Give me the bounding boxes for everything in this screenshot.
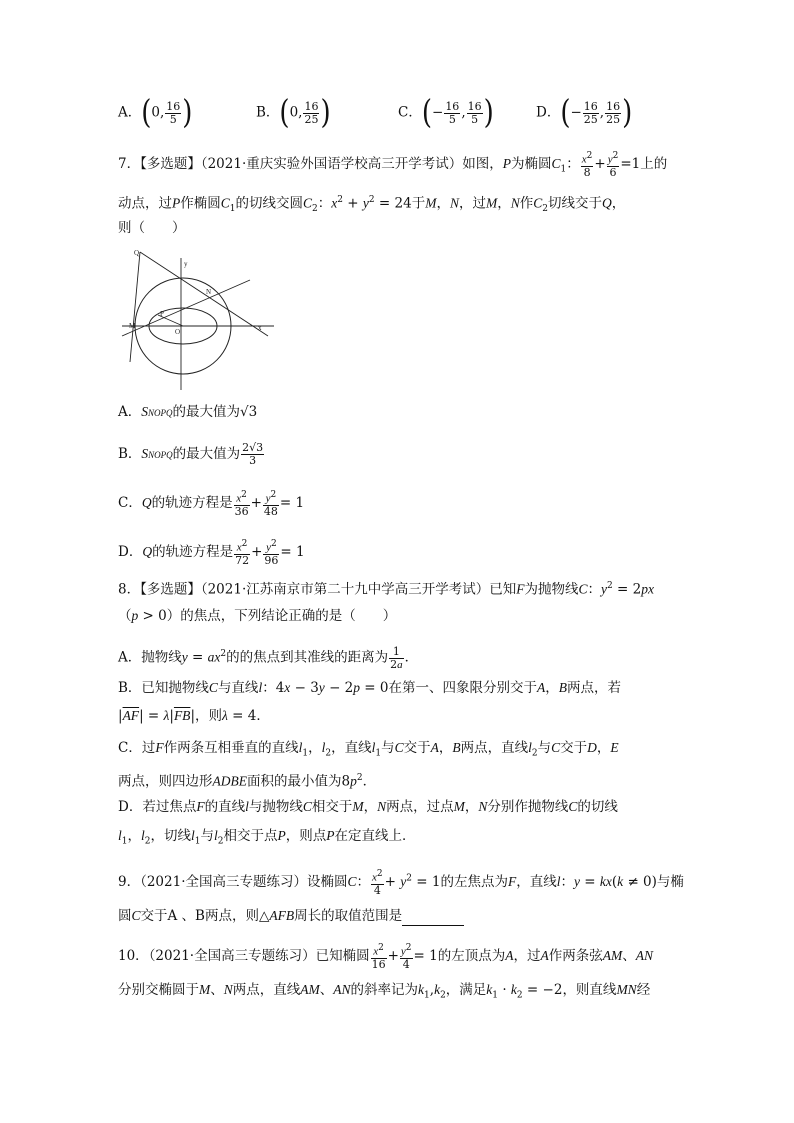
q7-figure — [118, 244, 278, 392]
q7-option-b[interactable]: B．SNOPQ的最大值为 $\frac{2√3}{3}$ — [118, 441, 264, 467]
q8-stem-line1: 8．【多选题】（2021·江苏南京市第二十九中学高三开学考试）已知F为抛物线C：$y^2 = 2px$ — [118, 581, 654, 598]
q8-option-d-line2: $l_1$，$l_2$，切线$l_1$与$l_2$相交于点P，则点P在定直线上． — [118, 828, 416, 847]
q10-stem-line2: 分别交椭圆于M、N两点，直线AM、AN的斜率记为$k_1,k_2$，满足$k_1 \cdot k_2 = -2$，则直线MN经 — [118, 982, 651, 1001]
q7-stem-line3: 则（ ） — [118, 220, 186, 236]
q6-option-b[interactable]: B．(0, $\frac{16}{25}$ ) — [256, 94, 331, 132]
q7-option-c[interactable]: C．Q的轨迹方程是 $\frac{x^2}{36}$ + $\frac{y^2}{48}$ = 1 — [118, 490, 305, 518]
q6-option-c[interactable]: C．(− $\frac{16}{5}$ , $\frac{16}{5}$ ) — [398, 94, 494, 132]
q8-stem-line2: （p > 0）的焦点，下列结论正确的是（ ） — [118, 608, 397, 624]
q9-stem-line2: 圆C交于A 、B两点，则△AFB周长的取值范围是 — [118, 906, 464, 926]
q8-option-d-line1[interactable]: D．若过焦点F的直线l与抛物线C相交于M，N两点，过点M，N分别作抛物线C的切线 — [118, 799, 618, 815]
q10-stem-line1: 10．（2021·全国高三专题练习）已知椭圆 $\frac{x^2}{16}$ + $\frac{y^2}{4}$ = 1的左顶点为A，过A作两条弦AM、AN — [118, 943, 653, 971]
figure-label-p: P — [160, 310, 164, 318]
q7-stem-line1: 7．【多选题】（2021·重庆实验外国语学校高三开学考试）如图，P为椭圆$C_1$： $\frac{x^2}{8}$ + $\frac{y^2}{6}$ =1上的 — [118, 151, 668, 179]
q8-option-c-line1[interactable]: C．过F作两条互相垂直的直线$l_1$，$l_2$，直线$l_1$与C交于A，B两点，直线$l_2$与C交于D，E — [118, 740, 619, 759]
q7-stem-line2: 动点，过P作椭圆$C_1$的切线交圆$C_2$：$x^2 + y^2 = 24$于M，N，过M，N作$C_2$切线交于Q， — [118, 195, 626, 215]
figure-label-x: x — [258, 324, 262, 332]
q8-option-b-line2: $|\overline{AF}| = \lambda|\overline{FB}|$，则λ = 4． — [118, 708, 270, 724]
q7-option-a[interactable]: A．SNOPQ的最大值为√3 — [118, 404, 258, 420]
q7-option-d[interactable]: D．Q的轨迹方程是 $\frac{x^2}{72}$ + $\frac{y^2}{96}$ = 1 — [118, 539, 305, 567]
figure-label-n: N — [206, 288, 212, 296]
figure-tangent-from-q-2 — [140, 252, 268, 336]
q8-option-a[interactable]: A．抛物线$y = ax^2$的的焦点到其准线的距离为 $\frac{1}{2a}$ ． — [118, 644, 419, 671]
figure-label-q: Q — [134, 249, 140, 257]
figure-label-o: O — [175, 328, 181, 336]
q9-stem-line1: 9．（2021·全国高三专题练习）设椭圆C： $\frac{x^2}{4}$ + $y^2 = 1$的左焦点为F，直线l：y = kx(k ≠ 0)与椭 — [118, 869, 684, 897]
figure-label-m: M — [129, 322, 136, 330]
q6-option-d[interactable]: D．(− $\frac{16}{25}$ , $\frac{16}{25}$ ) — [536, 94, 633, 132]
q6-option-a[interactable]: A．(0, $\frac{16}{5}$ ) — [118, 94, 193, 132]
q9-answer-blank[interactable] — [402, 911, 464, 926]
q8-option-b-line1[interactable]: B．已知抛物线C与直线l：4x − 3y − 2p = 0在第一、四象限分别交于A，B两点，若 — [118, 680, 621, 696]
figure-label-y: y — [184, 260, 188, 268]
q8-option-c-line2: 两点，则四边形ADBE面积的最小值为$8p^2$． — [118, 773, 377, 790]
